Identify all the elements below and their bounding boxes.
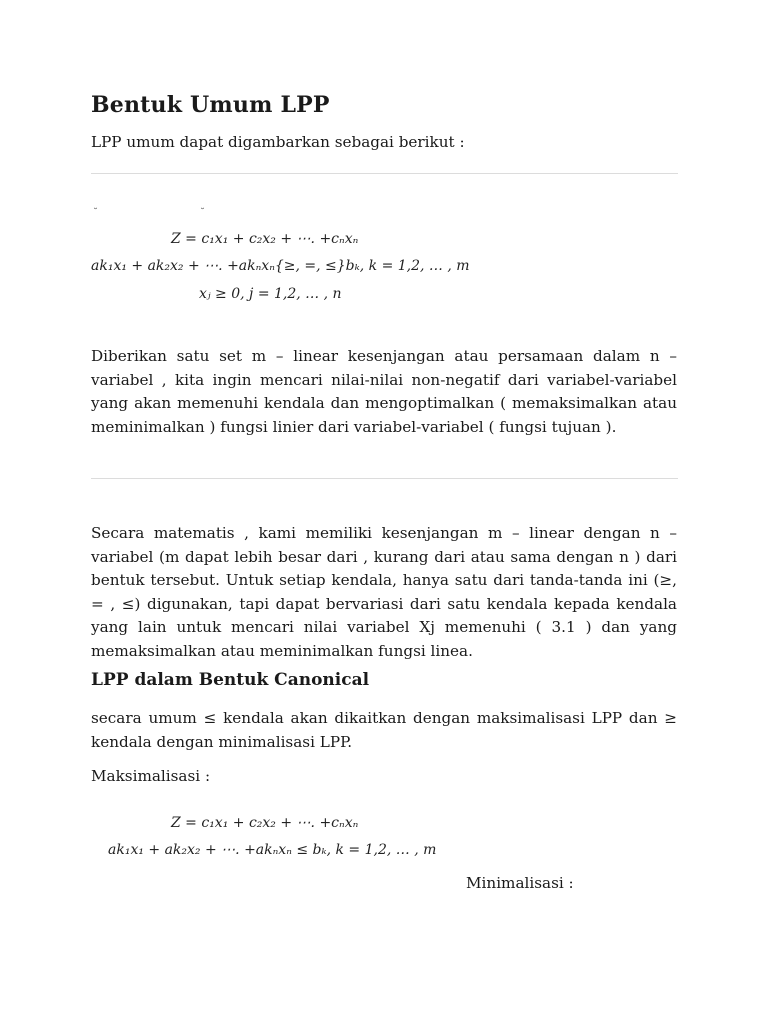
decorative-mark: ˘	[93, 208, 98, 219]
constraint-equation: ak₁x₁ + ak₂x₂ + ⋯. +akₙxₙ{≥, =, ≤}bₖ, k = 1,2, … , m	[91, 258, 470, 274]
page-title: Bentuk Umum LPP	[91, 92, 330, 118]
paragraph-canonical: secara umum ≤ kendala akan dikaitkan dengan maksimalisasi LPP dan ≥ kendala dengan minimalisasi LPP.	[91, 709, 677, 751]
maximization-label: Maksimalisasi :	[91, 767, 211, 785]
max-constraint-equation: ak₁x₁ + ak₂x₂ + ⋯. +akₙxₙ ≤ bₖ, k = 1,2, … , m	[108, 842, 437, 858]
paragraph-mathematical: Secara matematis , kami memiliki kesenjangan m – linear dengan n – variabel (m dapat lebih besar dari , kurang dari atau sama dengan n ) dari bentuk tersebut. Untuk setiap kendala, hanya satu dari tanda-tanda ini (≥, = , ≤) digunakan, tapi dapat bervariasi dari satu kendala kepada kendala yang lain untuk mencari nilai variabel Xj memenuhi ( 3.1 ) dan yang memaksimalkan atau meminimalkan fungsi linea.	[91, 524, 677, 660]
section-heading-canonical: LPP dalam Bentuk Canonical	[91, 670, 370, 690]
divider-middle	[91, 478, 678, 479]
nonnegativity-equation: xⱼ ≥ 0, j = 1,2, … , n	[199, 286, 342, 302]
intro-text: LPP umum dapat digambarkan sebagai berikut :	[91, 133, 465, 151]
decorative-mark: ˘	[200, 208, 205, 219]
objective-equation: Z = c₁x₁ + c₂x₂ + ⋯. +cₙxₙ	[171, 231, 359, 247]
minimization-label: Minimalisasi :	[466, 874, 574, 892]
divider-top	[91, 173, 678, 174]
paragraph-description: Diberikan satu set m – linear kesenjangan atau persamaan dalam n – variabel , kita ingin mencari nilai-nilai non-negatif dari variabel-variabel yang akan memenuhi kendala dan mengoptimalkan ( memaksimalkan atau meminimalkan ) fungsi linier dari variabel-variabel ( fungsi tujuan ).	[91, 347, 677, 436]
max-objective-equation: Z = c₁x₁ + c₂x₂ + ⋯. +cₙxₙ	[171, 815, 359, 831]
